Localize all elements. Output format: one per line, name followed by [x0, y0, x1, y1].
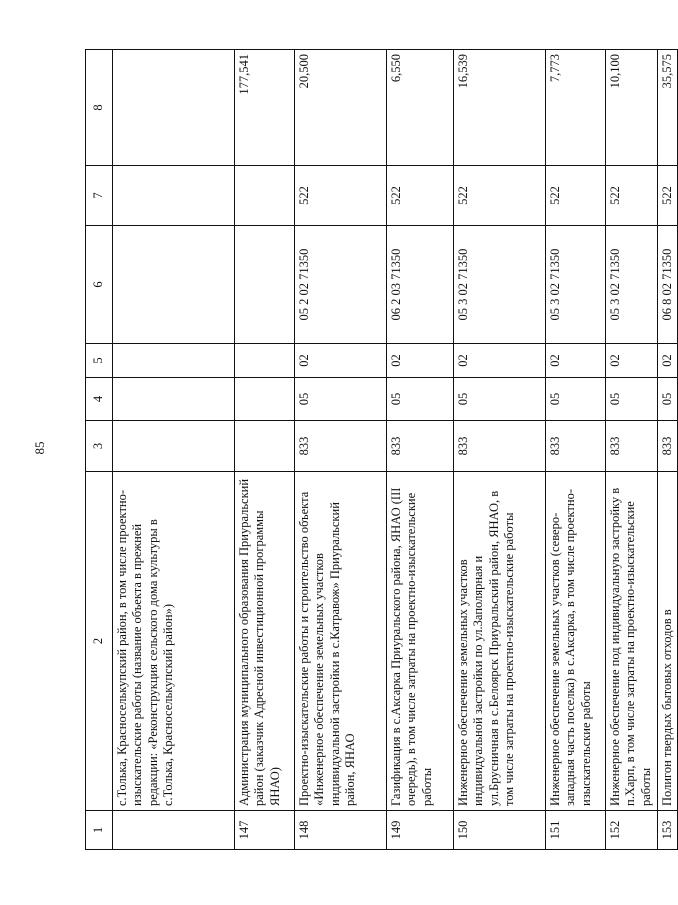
header-cell: 1 [86, 811, 113, 850]
column-4-value: 05 [606, 378, 658, 421]
header-cell: 2 [86, 472, 113, 811]
column-8-value: 35,575 [658, 50, 678, 166]
column-7-value [235, 166, 295, 226]
header-cell: 4 [86, 378, 113, 421]
table-row [606, 50, 658, 850]
column-5-value: 02 [387, 344, 454, 378]
column-5-value: 02 [546, 344, 606, 378]
column-4-value: 05 [295, 378, 387, 421]
column-4-value [113, 378, 235, 421]
table-body [86, 50, 678, 850]
column-4-value: 05 [546, 378, 606, 421]
header-cell: 5 [86, 344, 113, 378]
column-4-value: 05 [658, 378, 678, 421]
item-description: Инженерное обеспечение земельных участков индивидуальной застройки по ул.Заполярная и ул.Брусничная в с.Белоярск Приуральский район, ЯНАО, в том числе затраты на проектно-изыскательские работы [454, 472, 546, 811]
column-6-value: 05 3 02 71350 [606, 226, 658, 344]
column-5-value: 02 [454, 344, 546, 378]
header-cell: 7 [86, 166, 113, 226]
column-6-value: 06 2 03 71350 [387, 226, 454, 344]
column-6-value [113, 226, 235, 344]
row-number: 147 [235, 811, 295, 850]
row-number: 150 [454, 811, 546, 850]
header-cell: 6 [86, 226, 113, 344]
column-6-value: 05 3 02 71350 [546, 226, 606, 344]
column-6-value: 05 3 02 71350 [454, 226, 546, 344]
row-number: 149 [387, 811, 454, 850]
column-4-value: 05 [454, 378, 546, 421]
column-3-value [113, 421, 235, 472]
rotated-table-wrapper [85, 50, 674, 850]
column-3-value: 833 [546, 421, 606, 472]
column-3-value: 833 [295, 421, 387, 472]
row-number: 152 [606, 811, 658, 850]
column-4-value: 05 [387, 378, 454, 421]
table-row [295, 50, 387, 850]
item-description: Инженерное обеспечение земельных участков (северо-западная часть поселка) в с.Аксарка, в том числе проектно-изыскательские работы [546, 472, 606, 811]
row-number: 153 [658, 811, 678, 850]
item-description: Проектно-изыскательские работы и строительство объекта «Инженерное обеспечение земельных участков индивидуальной застройки в с.Катравож» Приуральский район, ЯНАО [295, 472, 387, 811]
column-5-value [235, 344, 295, 378]
column-4-value [235, 378, 295, 421]
column-8-value: 7,773 [546, 50, 606, 166]
header-row [86, 50, 113, 850]
item-description: Инженерное обеспечение под индивидуальную застройку в п.Харп, в том числе затраты на проектно-изыскательские работы [606, 472, 658, 811]
column-8-value [113, 50, 235, 166]
column-8-value: 177,541 [235, 50, 295, 166]
column-8-value: 20,500 [295, 50, 387, 166]
header-cell: 3 [86, 421, 113, 472]
column-7-value: 522 [295, 166, 387, 226]
column-7-value: 522 [546, 166, 606, 226]
table-row [387, 50, 454, 850]
table-row [546, 50, 606, 850]
column-5-value [113, 344, 235, 378]
column-6-value: 05 2 02 71350 [295, 226, 387, 344]
column-6-value [235, 226, 295, 344]
column-8-value: 6,550 [387, 50, 454, 166]
column-7-value: 522 [606, 166, 658, 226]
item-description: Администрация муниципального образования Приуральский район (заказчик Адресной инвестиционной программы ЯНАО) [235, 472, 295, 811]
page-number: 85 [32, 441, 47, 455]
column-5-value: 02 [295, 344, 387, 378]
item-description: Газификация в с.Аксарка Приуральского района, ЯНАО (III очередь), в том числе затраты на проектно-изыскательские работы [387, 472, 454, 811]
item-description: с.Толька, Красноселькупский район, в том числе проектно-изыскательские работы (название объекта в прежней редакции: «Реконструкция сельского дома культуры в с.Толька, Красноселькупский район») [113, 472, 235, 811]
column-8-value: 10,100 [606, 50, 658, 166]
column-3-value: 833 [606, 421, 658, 472]
row-number: 148 [295, 811, 387, 850]
table-row [113, 50, 235, 850]
column-7-value [113, 166, 235, 226]
column-8-value: 16,539 [454, 50, 546, 166]
column-3-value [235, 421, 295, 472]
column-6-value: 06 8 02 71350 [658, 226, 678, 344]
budget-table [85, 49, 678, 850]
column-5-value: 02 [658, 344, 678, 378]
column-7-value: 522 [387, 166, 454, 226]
column-5-value: 02 [606, 344, 658, 378]
item-description: Полигон твердых бытовых отходов в [658, 472, 678, 811]
column-3-value: 833 [387, 421, 454, 472]
row-number: 151 [546, 811, 606, 850]
header-cell: 8 [86, 50, 113, 166]
column-3-value: 833 [658, 421, 678, 472]
column-3-value: 833 [454, 421, 546, 472]
table-row [235, 50, 295, 850]
row-number [113, 811, 235, 850]
table-row [658, 50, 678, 850]
column-7-value: 522 [658, 166, 678, 226]
column-7-value: 522 [454, 166, 546, 226]
table-row [454, 50, 546, 850]
